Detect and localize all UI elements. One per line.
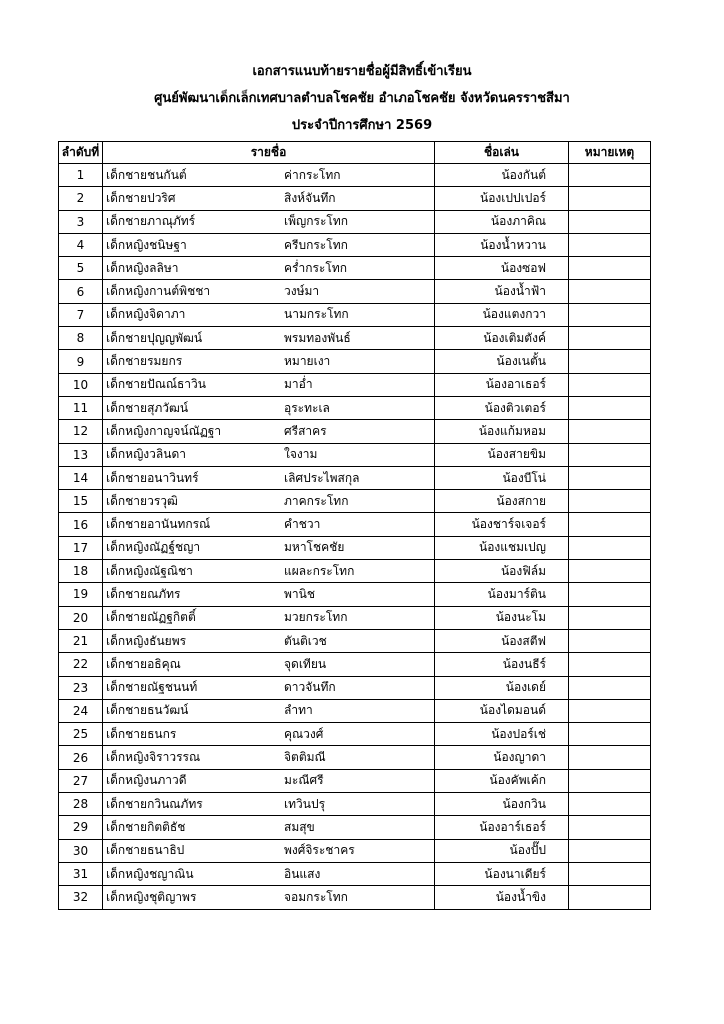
column-header-remark: หมายเหตุ [569, 142, 651, 164]
column-header-name: รายชื่อ [103, 142, 435, 164]
table-row [59, 816, 651, 839]
column-header-number: ลำดับที่ [59, 142, 103, 164]
student-nickname: น้องแก้มหอม [435, 420, 569, 443]
student-nickname: น้องซอฟ [435, 257, 569, 280]
student-name [103, 653, 435, 676]
student-last-name: สิงห์จันทึก [284, 190, 336, 205]
student-nickname: น้องสายขิม [435, 443, 569, 466]
student-first-name: เด็กหญิงชนิษฐา [106, 237, 187, 252]
table-row [59, 583, 651, 606]
row-number: 19 [59, 583, 103, 606]
student-first-name: เด็กชายวรวุฒิ [106, 493, 178, 508]
student-first-name: เด็กหญิงวลินดา [106, 447, 186, 462]
remark-cell [569, 350, 651, 373]
student-nickname: น้องสกาย [435, 490, 569, 513]
student-name [103, 676, 435, 699]
table-row [59, 443, 651, 466]
student-first-name: เด็กชายปวริศ [106, 190, 176, 205]
school-name: ศูนย์พัฒนาเด็กเล็กเทศบาลตำบลโชคชัย อำเภอโชคชัย จังหวัดนครราชสีมา [154, 91, 570, 106]
student-last-name: พานิช [284, 586, 315, 601]
student-first-name: เด็กหญิงลลิษา [106, 260, 179, 275]
student-last-name: ค่ากระโทก [284, 167, 341, 182]
student-last-name: นามกระโทก [284, 307, 349, 322]
table-row [59, 793, 651, 816]
student-last-name: เพ็ญกระโทก [284, 214, 349, 229]
student-last-name: จุดเทียน [284, 656, 327, 671]
student-name [103, 420, 435, 443]
remark-cell [569, 164, 651, 187]
student-last-name: อินแสง [284, 866, 321, 881]
student-name [103, 816, 435, 839]
table-row [59, 536, 651, 559]
remark-cell [569, 816, 651, 839]
row-number: 4 [59, 233, 103, 256]
student-first-name: เด็กชายธนาธิป [106, 843, 185, 858]
table-row [59, 490, 651, 513]
student-last-name: ลำทา [284, 703, 313, 718]
student-nickname: น้องติวเตอร์ [435, 396, 569, 419]
student-nickname: น้องอาเธอร์ [435, 373, 569, 396]
student-first-name: เด็กชายณัฏฐกิตติ์ [106, 610, 196, 625]
student-last-name: อุระทะเล [284, 400, 330, 415]
student-last-name: คร่ำกระโทก [284, 260, 347, 275]
student-name [103, 629, 435, 652]
table-row [59, 280, 651, 303]
student-nickname: น้องน้ำฟ้า [435, 280, 569, 303]
student-first-name: เด็กชายกิตติธัช [106, 819, 186, 834]
table-row [59, 210, 651, 233]
remark-cell [569, 233, 651, 256]
student-name [103, 233, 435, 256]
remark-cell [569, 629, 651, 652]
student-nickname: น้องเนตั้น [435, 350, 569, 373]
table-header-row [59, 142, 651, 164]
student-name [103, 303, 435, 326]
row-number: 27 [59, 769, 103, 792]
student-name [103, 164, 435, 187]
remark-cell [569, 746, 651, 769]
remark-cell [569, 187, 651, 210]
remark-cell [569, 886, 651, 909]
table-row [59, 303, 651, 326]
table-row [59, 350, 651, 373]
student-nickname: น้องบีโน่ [435, 466, 569, 489]
row-number: 15 [59, 490, 103, 513]
student-first-name: เด็กหญิงจิดาภา [106, 307, 186, 322]
table-row [59, 396, 651, 419]
student-first-name: เด็กชายอธิคุณ [106, 656, 181, 671]
student-first-name: เด็กหญิงนภาวดี [106, 773, 187, 788]
remark-cell [569, 793, 651, 816]
table-row [59, 257, 651, 280]
student-first-name: เด็กหญิงชญาณิน [106, 866, 194, 881]
table-row [59, 629, 651, 652]
student-nickname: น้องปั๊ป [435, 839, 569, 862]
student-last-name: วงษ์มา [284, 284, 320, 299]
row-number: 1 [59, 164, 103, 187]
remark-cell [569, 676, 651, 699]
student-first-name: เด็กชายธนกร [106, 726, 177, 741]
student-nickname: น้องกวิน [435, 793, 569, 816]
student-last-name: ครีบกระโทก [284, 237, 348, 252]
student-last-name: สมสุข [284, 819, 315, 834]
student-name [103, 793, 435, 816]
remark-cell [569, 862, 651, 885]
remark-cell [569, 653, 651, 676]
student-name [103, 373, 435, 396]
student-first-name: เด็กหญิงกาญจน์ณัฏฐา [106, 423, 222, 438]
row-number: 20 [59, 606, 103, 629]
student-name [103, 466, 435, 489]
remark-cell [569, 583, 651, 606]
student-name [103, 862, 435, 885]
student-last-name: ภาคกระโทก [284, 493, 349, 508]
remark-cell [569, 560, 651, 583]
student-name [103, 839, 435, 862]
student-name [103, 396, 435, 419]
student-nickname: น้องภาคิณ [435, 210, 569, 233]
table-row [59, 769, 651, 792]
student-first-name: เด็กหญิงชุติญาพร [106, 889, 197, 904]
student-last-name: พรมทองพันธ์ [284, 330, 351, 345]
student-name [103, 513, 435, 536]
student-name [103, 210, 435, 233]
student-nickname: น้องมาร์ติน [435, 583, 569, 606]
student-name [103, 746, 435, 769]
student-first-name: เด็กหญิงกานต์พิชชา [106, 284, 211, 299]
student-name [103, 187, 435, 210]
student-nickname: น้องกันต์ [435, 164, 569, 187]
student-name [103, 583, 435, 606]
student-last-name: จอมกระโทก [284, 889, 348, 904]
student-last-name: ศรีสาคร [284, 423, 327, 438]
row-number: 5 [59, 257, 103, 280]
remark-cell [569, 490, 651, 513]
row-number: 8 [59, 327, 103, 350]
student-last-name: เทวินปรุ [284, 796, 326, 811]
student-name [103, 536, 435, 559]
table-row [59, 233, 651, 256]
student-name [103, 560, 435, 583]
table-row [59, 560, 651, 583]
student-nickname: น้องแตงกวา [435, 303, 569, 326]
table-row [59, 862, 651, 885]
table-row [59, 723, 651, 746]
student-nickname: น้องฟิล์ม [435, 560, 569, 583]
remark-cell [569, 280, 651, 303]
student-name [103, 606, 435, 629]
remark-cell [569, 769, 651, 792]
column-header-nickname: ชื่อเล่น [435, 142, 569, 164]
remark-cell [569, 466, 651, 489]
student-nickname: น้องนาเดียร์ [435, 862, 569, 885]
table-row [59, 746, 651, 769]
student-list-table [58, 141, 651, 910]
remark-cell [569, 839, 651, 862]
student-last-name: มะณีศรี [284, 773, 324, 788]
student-nickname: น้องเปปเปอร์ [435, 187, 569, 210]
student-first-name: เด็กหญิงณัฏฐ์ชญา [106, 540, 201, 555]
row-number: 24 [59, 699, 103, 722]
remark-cell [569, 327, 651, 350]
student-nickname: น้องเติมตังค์ [435, 327, 569, 350]
student-nickname: น้องนธีร์ [435, 653, 569, 676]
student-first-name: เด็กชายสุภวัฒน์ [106, 400, 189, 415]
remark-cell [569, 373, 651, 396]
student-last-name: คำชวา [284, 517, 321, 532]
row-number: 21 [59, 629, 103, 652]
remark-cell [569, 443, 651, 466]
student-name [103, 280, 435, 303]
student-last-name: ตันติเวช [284, 633, 327, 648]
student-nickname: น้องน้ำหวาน [435, 233, 569, 256]
student-nickname: น้องญาดา [435, 746, 569, 769]
row-number: 28 [59, 793, 103, 816]
remark-cell [569, 699, 651, 722]
row-number: 3 [59, 210, 103, 233]
row-number: 17 [59, 536, 103, 559]
row-number: 32 [59, 886, 103, 909]
table-row [59, 466, 651, 489]
table-row [59, 699, 651, 722]
row-number: 7 [59, 303, 103, 326]
row-number: 30 [59, 839, 103, 862]
student-first-name: เด็กชายอนาวินทร์ [106, 470, 199, 485]
remark-cell [569, 210, 651, 233]
row-number: 18 [59, 560, 103, 583]
table-body [59, 164, 651, 910]
student-name [103, 886, 435, 909]
student-nickname: น้องชาร์จเจอร์ [435, 513, 569, 536]
row-number: 2 [59, 187, 103, 210]
table-row [59, 653, 651, 676]
student-name [103, 327, 435, 350]
student-name [103, 257, 435, 280]
student-last-name: คุณวงศ์ [284, 726, 324, 741]
student-name [103, 443, 435, 466]
remark-cell [569, 257, 651, 280]
student-first-name: เด็กชายธนวัฒน์ [106, 703, 189, 718]
row-number: 11 [59, 396, 103, 419]
table-row [59, 676, 651, 699]
student-last-name: มหาโชคชัย [284, 540, 345, 555]
academic-year: ประจำปีการศึกษา 2569 [291, 118, 433, 133]
student-nickname: น้องปอร์เช่ [435, 723, 569, 746]
student-nickname: น้องอาร์เธอร์ [435, 816, 569, 839]
student-last-name: มาอ่ำ [284, 377, 313, 392]
row-number: 9 [59, 350, 103, 373]
table-row [59, 373, 651, 396]
student-last-name: จิตติมณี [284, 750, 326, 765]
row-number: 31 [59, 862, 103, 885]
table-row [59, 420, 651, 443]
student-last-name: มวยกระโทก [284, 610, 348, 625]
student-nickname: น้องสตีฟ [435, 629, 569, 652]
student-name [103, 699, 435, 722]
table-row [59, 886, 651, 909]
table-row [59, 839, 651, 862]
student-nickname: น้องเดย์ [435, 676, 569, 699]
table-row [59, 327, 651, 350]
student-first-name: เด็กหญิงธันยพร [106, 633, 187, 648]
student-first-name: เด็กชายภาณุภัทร์ [106, 214, 196, 229]
student-nickname: น้องน้ำขิง [435, 886, 569, 909]
remark-cell [569, 303, 651, 326]
student-name [103, 490, 435, 513]
student-last-name: ใจงาม [284, 447, 318, 462]
row-number: 10 [59, 373, 103, 396]
row-number: 22 [59, 653, 103, 676]
remark-cell [569, 420, 651, 443]
student-last-name: เลิศประไพสกุล [284, 470, 360, 485]
student-first-name: เด็กชายอานันทกรณ์ [106, 517, 211, 532]
remark-cell [569, 396, 651, 419]
remark-cell [569, 606, 651, 629]
table-row [59, 164, 651, 187]
row-number: 16 [59, 513, 103, 536]
row-number: 23 [59, 676, 103, 699]
row-number: 6 [59, 280, 103, 303]
student-last-name: ดาวจันทึก [284, 680, 336, 695]
student-first-name: เด็กชายณัฐชนนท์ [106, 680, 198, 695]
student-first-name: เด็กหญิงจิราวรรณ [106, 750, 201, 765]
student-first-name: เด็กชายชนกันต์ [106, 167, 187, 182]
student-first-name: เด็กชายปุญญพัฒน์ [106, 330, 203, 345]
student-name [103, 769, 435, 792]
student-name [103, 350, 435, 373]
student-first-name: เด็กชายณภัทร [106, 586, 181, 601]
student-nickname: น้องไดมอนด์ [435, 699, 569, 722]
table-row [59, 606, 651, 629]
table-row [59, 187, 651, 210]
student-last-name: หมายเงา [284, 354, 331, 369]
student-first-name: เด็กหญิงณัฐณิชา [106, 563, 193, 578]
row-number: 14 [59, 466, 103, 489]
row-number: 29 [59, 816, 103, 839]
student-first-name: เด็กชายปัณณ์ธาวิน [106, 377, 206, 392]
student-name [103, 723, 435, 746]
student-first-name: เด็กชายกวินณภัทร [106, 796, 203, 811]
table-row [59, 513, 651, 536]
student-last-name: แผละกระโทก [284, 563, 355, 578]
remark-cell [569, 723, 651, 746]
student-first-name: เด็กชายรมยกร [106, 354, 183, 369]
row-number: 12 [59, 420, 103, 443]
student-nickname: น้องนะโม [435, 606, 569, 629]
remark-cell [569, 513, 651, 536]
row-number: 13 [59, 443, 103, 466]
student-last-name: พงศ์จิระชาคร [284, 843, 355, 858]
row-number: 26 [59, 746, 103, 769]
remark-cell [569, 536, 651, 559]
student-nickname: น้องแชมเปญ [435, 536, 569, 559]
document-title: เอกสารแนบท้ายรายชื่อผู้มีสิทธิ์เข้าเรียน [252, 64, 472, 79]
student-nickname: น้องคัพเค้ก [435, 769, 569, 792]
row-number: 25 [59, 723, 103, 746]
